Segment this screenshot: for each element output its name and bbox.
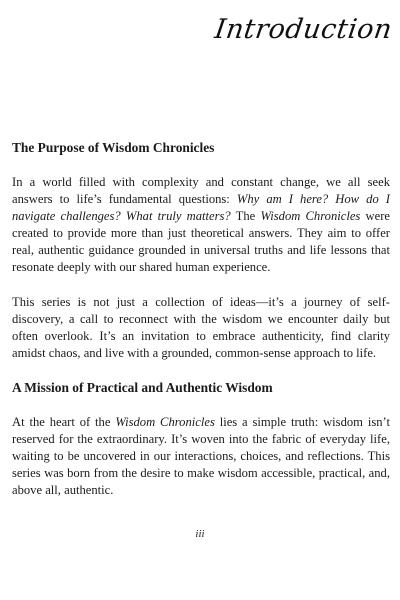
italic-series-title: Wisdom Chronicles <box>115 414 215 429</box>
page-body <box>12 139 390 516</box>
italic-series-title: Wisdom Chronicles <box>260 209 361 224</box>
text-run: were created to provide more than just theoretical answers. They aim to offer real, authentic guidance grounded in universal truths and life lessons that resonate deeply with our shared human experience. <box>12 209 390 275</box>
text-run: At the heart of the <box>12 414 116 429</box>
paragraph-purpose-2: This series is not just a collection of ideas—it’s a journey of self-discovery, a call to reconnect with the wisdom we encounter daily but often overlook. It’s an invitation to embrace authenticity, find clarity amidst chaos, and live with a grounded, common-sense approach to life. <box>12 294 390 360</box>
italic-questions: Why am I here? How do I navigate challenges? What truly matters? <box>12 192 390 224</box>
paragraph-mission-1 <box>12 414 390 499</box>
chapter-title: Introduction <box>212 14 395 45</box>
section-heading-mission: A Mission of Practical and Authentic Wisdom <box>12 379 273 395</box>
text-run: lies a simple truth: wisdom isn’t reserved for the extraordinary. It’s woven into the fabric of everyday life, waiting to be uncovered in our interactions, choices, and reflections. This series was born from the desire to make wisdom accessible, practical, and, above all, authentic. <box>12 414 390 498</box>
text-run: The <box>230 209 261 224</box>
text-run: In a world filled with complexity and constant change, we all seek answers to life’s fundamental questions: <box>12 175 390 207</box>
section-heading-purpose: The Purpose of Wisdom Chronicles <box>12 140 215 155</box>
paragraph-purpose-1 <box>12 174 390 277</box>
page-number: iii <box>195 528 205 540</box>
